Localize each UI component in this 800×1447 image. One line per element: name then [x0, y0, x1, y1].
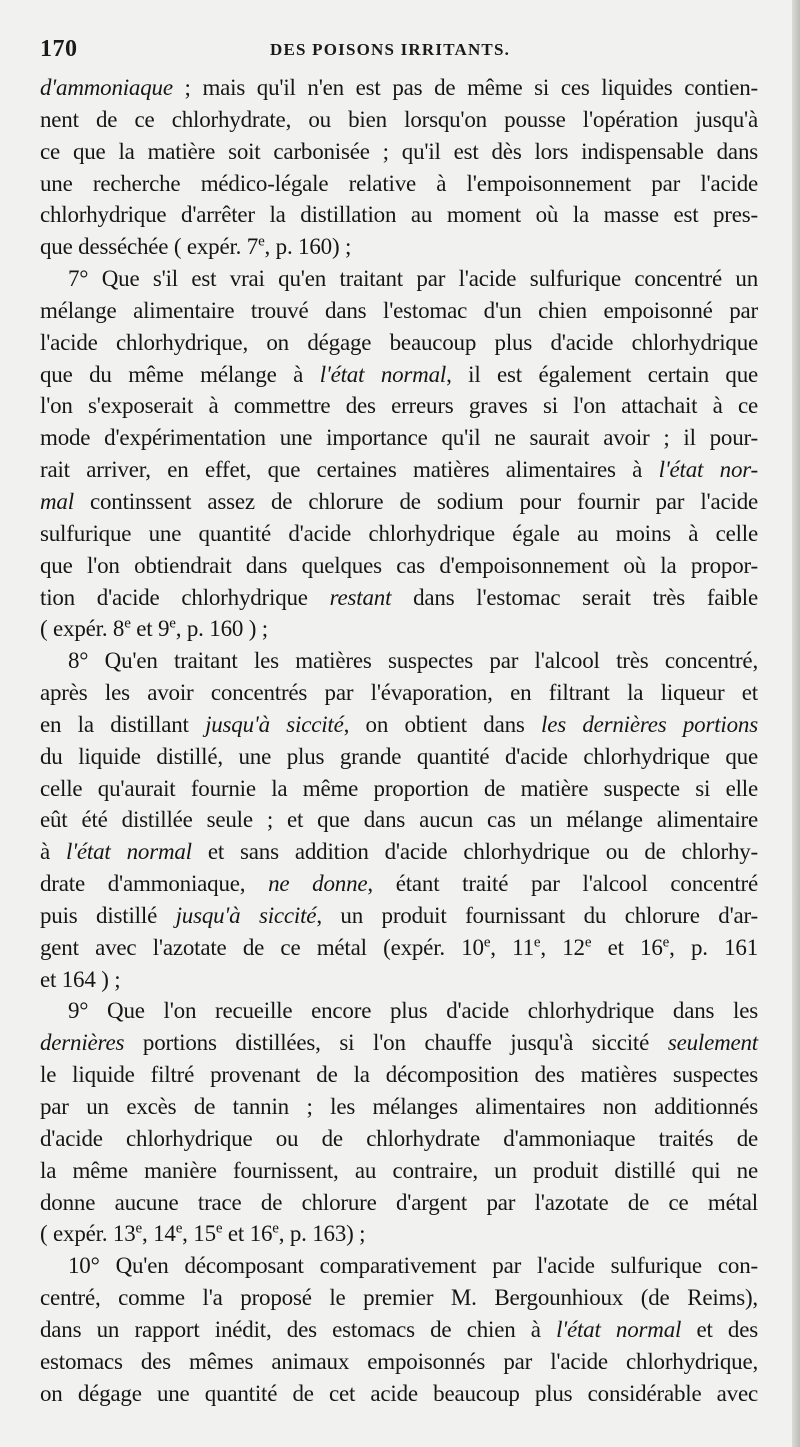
text-line: [40, 995, 758, 1027]
text-line: [40, 199, 758, 231]
text-segment: mélange alimentaire trouvé dans l'estomac d'un chien empoisonné par: [40, 297, 758, 323]
text-segment: que desséchée ( expér. 7: [40, 234, 259, 260]
text-line: [40, 486, 758, 518]
text-line: [40, 613, 758, 645]
italic-text: l'état normal: [556, 1316, 682, 1342]
text-line: [40, 231, 758, 263]
text-line: [40, 1123, 758, 1155]
italic-text: seulement: [667, 1030, 758, 1056]
text-line: [40, 1250, 758, 1282]
text-segment: dans l'estomac serait très faible: [391, 584, 758, 610]
text-line: [40, 964, 758, 996]
superscript: e: [169, 615, 176, 632]
body-text: [40, 72, 758, 1409]
text-segment: 8° Qu'en traitant les matières suspectes par l'alcool très concentré,: [68, 648, 758, 674]
text-segment: , on obtient dans: [343, 711, 542, 737]
text-segment: , p. 160 ) ;: [175, 616, 268, 642]
text-line: [40, 104, 758, 136]
text-segment: drate d'ammoniaque,: [40, 871, 269, 897]
superscript: e: [124, 615, 131, 632]
text-line: [40, 168, 758, 200]
superscript: e: [135, 1220, 142, 1237]
text-line: [40, 1282, 758, 1314]
text-segment: chlorhydrique d'arrêter la distillation au moment où la masse est pres-: [40, 202, 758, 228]
text-segment: celle qu'aurait fournie la même proportion de matière suspecte si elle: [40, 775, 758, 801]
text-line: [40, 359, 758, 391]
text-segment: que du même mélange à: [40, 361, 320, 387]
text-line: [40, 263, 758, 295]
text-line: [40, 422, 758, 454]
text-segment: 7° Que s'il est vrai qu'en traitant par l'acide sulfurique concentré un: [68, 266, 758, 292]
text-line: [40, 677, 758, 709]
text-line: [40, 1059, 758, 1091]
superscript: e: [215, 1220, 223, 1237]
text-segment: et sans addition d'acide chlorhydrique ou de chlorhy-: [191, 839, 758, 865]
text-segment: l'on s'exposerait à commettre des erreurs graves si l'on attachait à ce: [40, 393, 758, 419]
text-segment: tion d'acide chlorhydrique: [40, 584, 330, 610]
superscript: e: [533, 934, 541, 951]
text-segment: et 9: [130, 616, 170, 642]
text-line: [40, 900, 758, 932]
text-segment: après les avoir concentrés par l'évaporation, en filtrant la liqueur et: [40, 680, 758, 706]
text-line: [40, 1314, 758, 1346]
italic-text: jusqu'à siccité: [205, 711, 344, 737]
text-line: [40, 1346, 758, 1378]
text-segment: et 16: [222, 1221, 273, 1247]
text-line: [40, 773, 758, 805]
text-line: [40, 550, 758, 582]
page-number: 170: [40, 36, 78, 62]
text-segment: mode d'expérimentation une importance qu'il ne saurait avoir ; il pour-: [40, 425, 758, 451]
text-segment: , 15: [182, 1221, 216, 1247]
text-segment: en la distillant: [40, 711, 206, 737]
text-segment: nent de ce chlorhydrate, ou bien lorsqu'on pousse l'opération jusqu'à: [40, 106, 758, 132]
text-line: [40, 1218, 758, 1250]
italic-text: l'état normal: [66, 839, 192, 865]
text-segment: le liquide filtré provenant de la décomposition des matières suspectes: [40, 1062, 758, 1088]
superscript: e: [258, 233, 265, 250]
text-segment: sulfurique une quantité d'acide chlorhydrique égale au moins à celle: [40, 520, 758, 546]
text-line: [40, 582, 758, 614]
text-line: [40, 1027, 758, 1059]
text-segment: , 11: [490, 934, 534, 960]
text-segment: donne aucune trace de chlorure d'argent par l'azotate de ce métal: [40, 1189, 758, 1215]
text-line: [40, 454, 758, 486]
text-line: [40, 804, 758, 836]
text-line: [40, 72, 758, 104]
text-segment: l'acide chlorhydrique, on dégage beaucoup plus d'acide chlorhydrique: [40, 329, 758, 355]
text-segment: continssent assez de chlorure de sodium pour fournir par l'acide: [73, 488, 758, 514]
text-segment: , un produit fournissant du chlorure d'ar-: [316, 902, 758, 928]
superscript: e: [584, 934, 592, 951]
text-segment: , 14: [142, 1221, 176, 1247]
text-segment: rait arriver, en effet, que certaines matières alimentaires à: [40, 457, 659, 483]
text-segment: et 164 ) ;: [40, 966, 121, 992]
text-line: [40, 932, 758, 964]
italic-text: ne donne: [268, 871, 368, 897]
italic-text: l'état normal: [319, 361, 447, 387]
superscript: e: [175, 1220, 183, 1237]
text-line: [40, 518, 758, 550]
superscript: e: [483, 934, 491, 951]
text-segment: à: [40, 839, 67, 865]
text-line: [40, 1378, 758, 1410]
text-segment: ( expér. 13: [40, 1221, 136, 1247]
text-segment: gent avec l'azotate de ce métal (expér. 10: [40, 934, 484, 960]
text-line: [40, 645, 758, 677]
text-line: [40, 295, 758, 327]
italic-text: les dernières portions: [541, 711, 758, 737]
text-segment: , 12: [540, 934, 585, 960]
text-line: [40, 1155, 758, 1187]
text-segment: , étant traité par l'alcool concentré: [367, 871, 758, 897]
text-segment: ; mais qu'il n'en est pas de même si ces liquides contien-: [172, 75, 758, 100]
text-segment: 10° Qu'en décomposant comparativement par l'acide sulfurique con-: [68, 1253, 758, 1279]
text-segment: que l'on obtiendrait dans quelques cas d'empoisonnement où la propor-: [40, 552, 758, 578]
text-line: [40, 1187, 758, 1219]
italic-text: d'ammoniaque: [40, 75, 173, 100]
text-segment: , p. 163) ;: [278, 1221, 366, 1247]
italic-text: jusqu'à siccité: [175, 902, 317, 928]
text-segment: et 16: [591, 934, 663, 960]
text-segment: une recherche médico-légale relative à l'empoisonnement par l'acide: [40, 170, 758, 196]
text-segment: 9° Que l'on recueille encore plus d'acide chlorhydrique dans les: [68, 998, 758, 1024]
text-line: [40, 709, 758, 741]
italic-text: mal: [40, 488, 74, 514]
text-line: [40, 136, 758, 168]
text-segment: on dégage une quantité de cet acide beaucoup plus considérable avec: [40, 1380, 758, 1406]
running-title: DES POISONS IRRITANTS.: [270, 40, 511, 59]
text-line: [40, 327, 758, 359]
text-line: [40, 390, 758, 422]
text-segment: dans un rapport inédit, des estomacs de chien à: [40, 1316, 557, 1342]
superscript: e: [272, 1220, 279, 1237]
page-header: [40, 36, 758, 68]
text-segment: centré, comme l'a proposé le premier M. Bergounhioux (de Reims),: [40, 1285, 758, 1311]
text-segment: estomacs des mêmes animaux empoisonnés par l'acide chlorhydrique,: [40, 1348, 758, 1374]
page-edge-shadow: [792, 0, 800, 1447]
italic-text: restant: [329, 584, 392, 610]
text-segment: , il est également certain que: [446, 361, 759, 387]
text-segment: la même manière fournissent, au contraire, un produit distillé qui ne: [40, 1157, 758, 1183]
text-segment: eût été distillée seule ; et que dans aucun cas un mélange alimentaire: [40, 807, 758, 833]
text-segment: d'acide chlorhydrique ou de chlorhydrate d'ammoniaque traités de: [40, 1125, 758, 1151]
text-segment: , p. 160) ;: [264, 234, 352, 260]
text-segment: et des: [681, 1316, 758, 1342]
text-segment: ( expér. 8: [40, 616, 125, 642]
text-line: [40, 1091, 758, 1123]
text-segment: , p. 161: [669, 934, 759, 960]
text-segment: portions distillées, si l'on chauffe jusqu'à siccité: [124, 1030, 668, 1056]
text-segment: puis distillé: [40, 902, 176, 928]
text-segment: ce que la matière soit carbonisée ; qu'il est dès lors indispensable dans: [40, 138, 758, 164]
italic-text: dernières: [40, 1030, 125, 1056]
text-line: [40, 868, 758, 900]
italic-text: l'état nor-: [658, 457, 758, 483]
superscript: e: [662, 934, 670, 951]
text-segment: du liquide distillé, une plus grande quantité d'acide chlorhydrique que: [40, 743, 758, 769]
text-line: [40, 836, 758, 868]
text-line: [40, 741, 758, 773]
text-segment: par un excès de tannin ; les mélanges alimentaires non additionnés: [40, 1094, 758, 1119]
